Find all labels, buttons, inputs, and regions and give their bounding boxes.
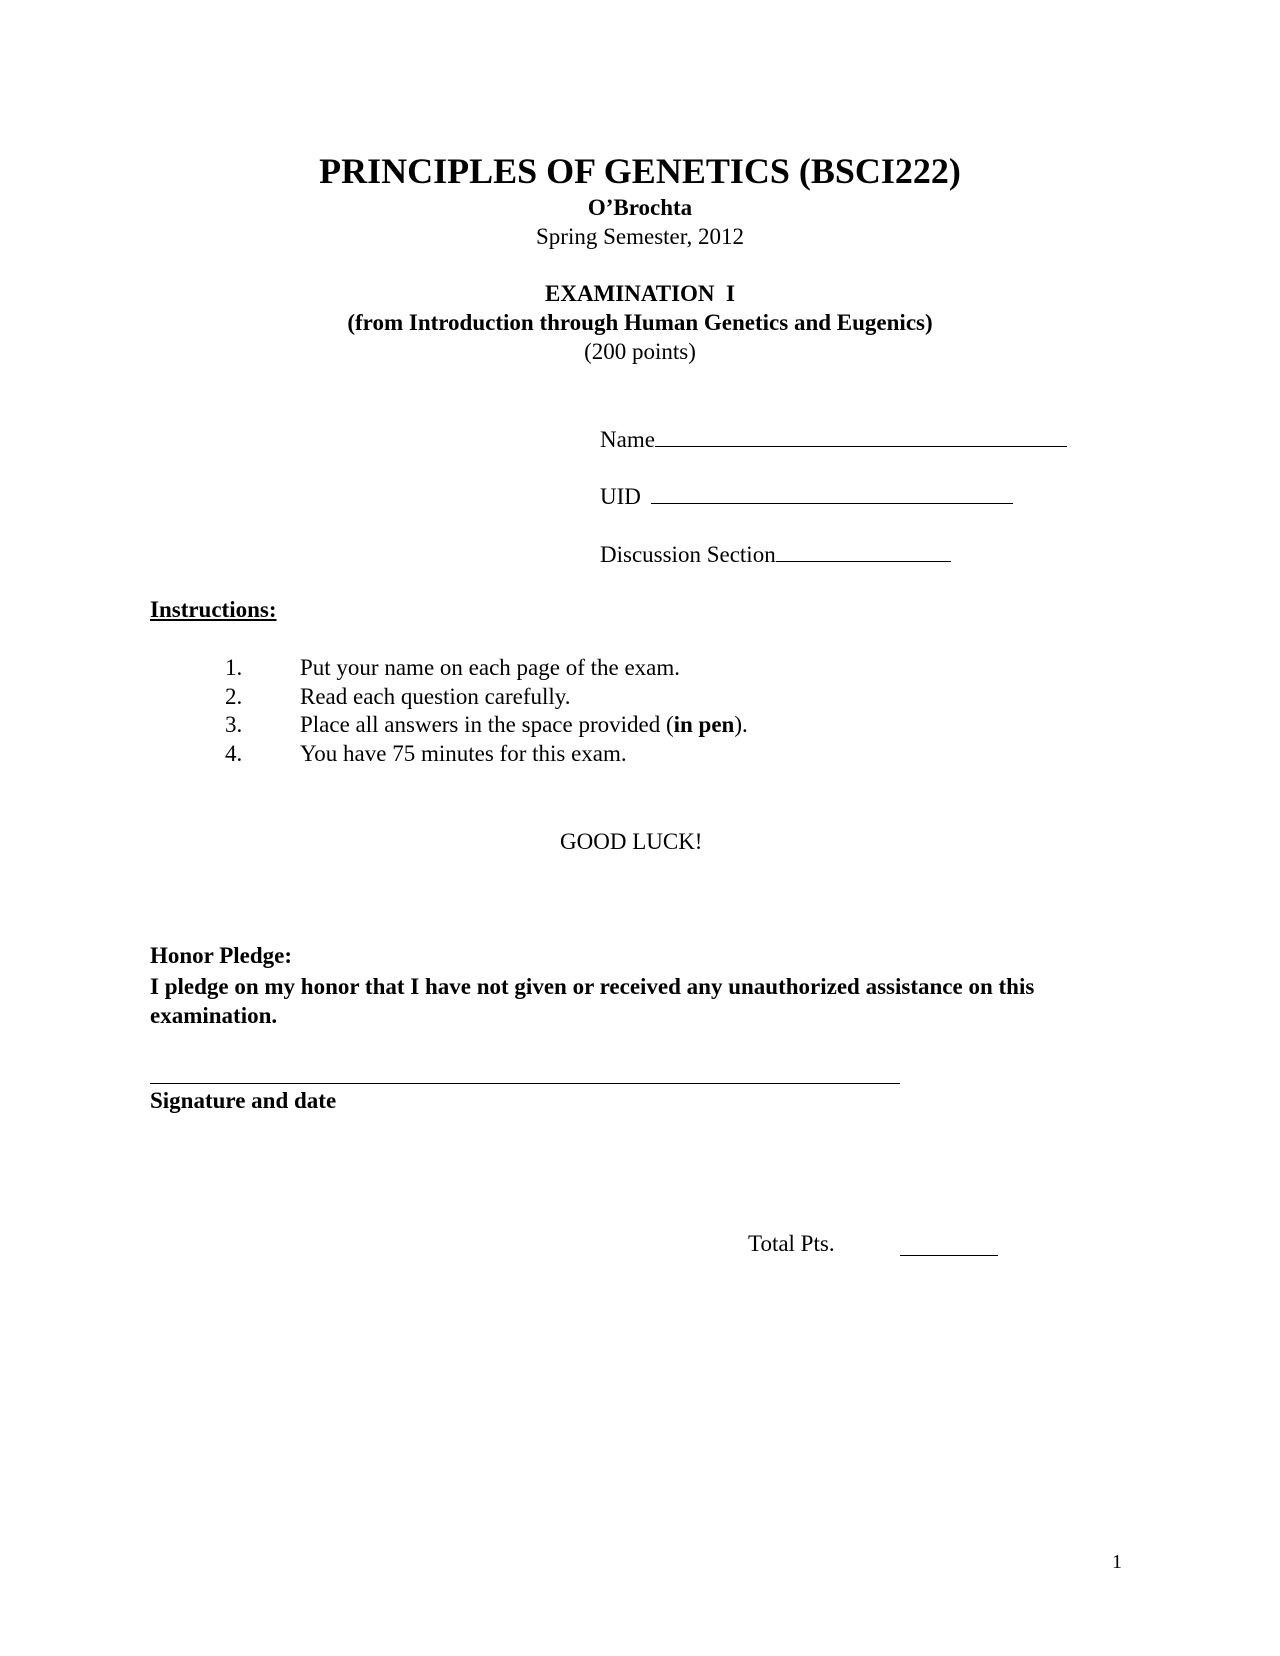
instruction-number: 4.: [225, 741, 243, 766]
instruction-text: Put your name on each page of the exam.: [300, 655, 681, 680]
instruction-text: [300, 712, 748, 738]
instructions-heading: Instructions:: [150, 597, 277, 622]
section-field[interactable]: [600, 541, 951, 568]
section-label: Discussion Section: [600, 542, 776, 567]
total-points-blank[interactable]: [900, 1255, 998, 1256]
signature-line[interactable]: [150, 1083, 900, 1084]
exam-coverage: (from Introduction through Human Genetics and Eugenics): [347, 310, 933, 335]
instructor-name: O’Brochta: [587, 195, 693, 220]
exam-title: PRINCIPLES OF GENETICS (BSCI222): [319, 151, 961, 191]
uid-blank[interactable]: [651, 483, 1013, 504]
name-blank[interactable]: [655, 426, 1067, 447]
signature-label: Signature and date: [150, 1088, 337, 1113]
instruction-item: [0, 684, 1280, 714]
instruction-text: You have 75 minutes for this exam.: [300, 741, 627, 766]
instruction-item: [0, 741, 1280, 771]
uid-label: UID: [600, 484, 641, 509]
instruction-text-bold: in pen: [673, 712, 735, 737]
uid-field[interactable]: [600, 483, 1013, 510]
page-number: 1: [1112, 1551, 1122, 1573]
instruction-number: 2.: [225, 684, 243, 709]
total-points-label: Total Pts.: [748, 1231, 835, 1256]
instruction-number: 3.: [225, 712, 243, 737]
instruction-text-end: ).: [734, 712, 748, 737]
semester-line: Spring Semester, 2012: [536, 224, 744, 249]
instruction-item: [0, 655, 1280, 685]
instruction-number: 1.: [225, 655, 243, 680]
section-blank[interactable]: [776, 541, 951, 562]
honor-pledge-text: I pledge on my honor that I have not given or received any unauthorized assistance on this examination.: [150, 974, 1035, 1028]
name-label: Name: [600, 427, 655, 452]
good-luck-text: GOOD LUCK!: [560, 829, 703, 854]
exam-heading: EXAMINATION I: [545, 281, 735, 306]
instruction-text-start: Place all answers in the space provided (: [300, 712, 674, 737]
exam-points: (200 points): [584, 339, 696, 364]
instruction-item: [0, 712, 1280, 742]
honor-pledge-heading: Honor Pledge:: [150, 943, 293, 968]
name-field[interactable]: [600, 426, 1067, 453]
instruction-text: Read each question carefully.: [300, 684, 571, 709]
